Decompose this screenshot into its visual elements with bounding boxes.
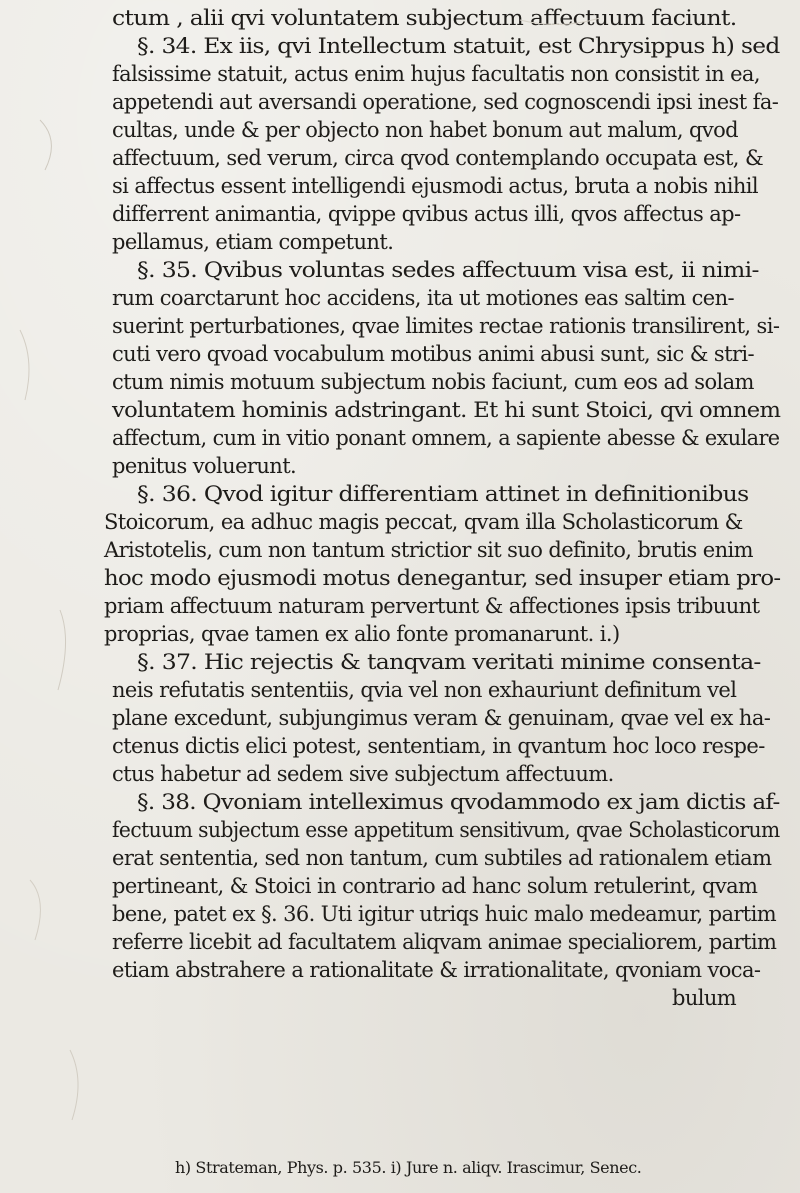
text-line: voluntatem hominis adstringant. Et hi sunt Stoici, qvi omnem (112, 398, 781, 422)
text-line: suerint perturbationes, qvae limites rectae rationis transilirent, si- (112, 314, 780, 338)
text-line: bulum (672, 986, 737, 1010)
text-line: ctum , alii qvi voluntatem subjectum affectuum faciunt. (112, 6, 737, 30)
text-line: ctum nimis motuum subjectum nobis faciunt, cum eos ad solam (112, 370, 754, 394)
text-line: neis refutatis sententiis, qvia vel non exhauriunt definitum vel (112, 678, 737, 702)
text-line: affectuum, sed verum, circa qvod contemplando occupata est, & (112, 146, 764, 170)
text-line: Aristotelis, cum non tantum strictior sit suo definito, brutis enim (104, 538, 753, 562)
text-line: pellamus, etiam competunt. (112, 230, 394, 254)
text-line: Stoicorum, ea adhuc magis peccat, qvam illa Scholasticorum & (104, 510, 743, 534)
text-line: fectuum subjectum esse appetitum sensitivum, qvae Scholasticorum (112, 818, 780, 842)
text-line: bene, patet ex §. 36. Uti igitur utriqs huic malo medeamur, partim (112, 902, 777, 926)
text-line: §. 37. Hic rejectis & tanqvam veritati minime consenta- (137, 650, 761, 674)
text-line: hoc modo ejusmodi motus denegantur, sed insuper etiam pro- (104, 566, 781, 590)
text-line: plane excedunt, subjungimus veram & genuinam, qvae vel ex ha- (112, 706, 771, 730)
text-line: falsissime statuit, actus enim hujus facultatis non consistit in ea, (112, 62, 760, 86)
text-line: priam affectuum naturam pervertunt & affectiones ipsis tribuunt (104, 594, 760, 618)
text-line: cuti vero qvoad vocabulum motibus animi abusi sunt, sic & stri- (112, 342, 754, 366)
text-line: proprias, qvae tamen ex alio fonte promanarunt. i.) (104, 622, 620, 646)
text-line: §. 35. Qvibus voluntas sedes affectuum visa est, ii nimi- (137, 258, 759, 282)
text-line: referre licebit ad facultatem aliqvam animae specialiorem, partim (112, 930, 777, 954)
footnote: h) Strateman, Phys. p. 535. i) Jure n. aliqv. Irascimur, Senec. (175, 1158, 642, 1177)
text-line: appetendi aut aversandi operatione, sed cognoscendi ipsi inest fa- (112, 90, 779, 114)
text-line: rum coarctarunt hoc accidens, ita ut motiones eas saltim cen- (112, 286, 735, 310)
text-line: ctenus dictis elici potest, sententiam, in qvantum hoc loco respe- (112, 734, 765, 758)
text-line: etiam abstrahere a rationalitate & irrationalitate, qvoniam voca- (112, 958, 761, 982)
text-line: si affectus essent intelligendi ejusmodi actus, bruta a nobis nihil (112, 174, 758, 198)
text-line: §. 34. Ex iis, qvi Intellectum statuit, est Chrysippus h) sed (137, 34, 780, 58)
text-line: §. 36. Qvod igitur differentiam attinet in definitionibus (137, 482, 749, 506)
text-line: pertineant, & Stoici in contrario ad hanc solum retulerint, qvam (112, 874, 758, 898)
text-line: §. 38. Qvoniam intelleximus qvodammodo ex jam dictis af- (137, 790, 780, 814)
text-line: affectum, cum in vitio ponant omnem, a sapiente abesse & exulare (112, 426, 780, 450)
text-line: cultas, unde & per objecto non habet bonum aut malum, qvod (112, 118, 738, 142)
text-line: ctus habetur ad sedem sive subjectum affectuum. (112, 762, 614, 786)
text-line: erat sententia, sed non tantum, cum subtiles ad rationalem etiam (112, 846, 772, 870)
text-line: differrent animantia, qvippe qvibus actus illi, qvos affectus ap- (112, 202, 741, 226)
text-line: penitus voluerunt. (112, 454, 297, 478)
